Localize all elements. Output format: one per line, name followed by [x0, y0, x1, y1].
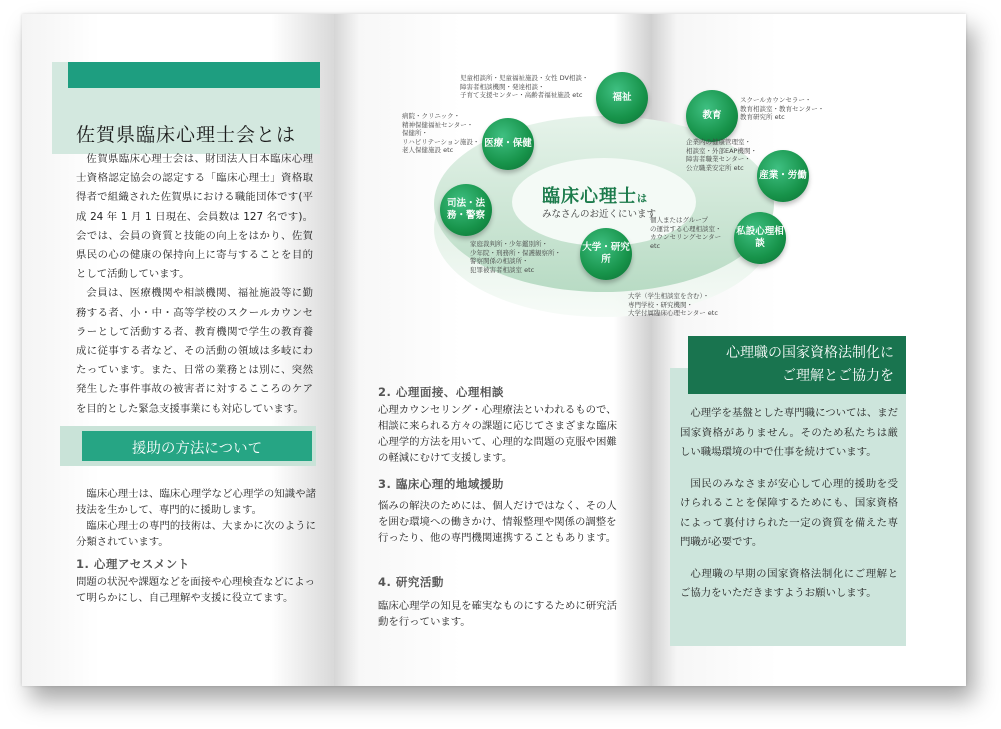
label-shiho: 家庭裁判所・少年鑑別所・ 少年院・刑務所・保護観察所・ 警察関係の相談所・ 犯罪被害者相談室 etc [470, 240, 561, 274]
center-title-suffix: は [637, 194, 648, 205]
label-shishi: 個人またはグループ の運営する心理相談室・ カウンセリングセンター etc [650, 216, 722, 250]
section-2-heading: 2. 心理面接、心理相談 [378, 385, 504, 399]
label-daigaku: 大学（学生相談室を含む）・ 専門学校・研究機関・ 大学付属臨床心理センター etc [628, 292, 718, 317]
subheading-bar [82, 431, 312, 461]
section-4-body: 臨床心理学の知見を確実なものにするために研究活動を行っています。 [378, 600, 617, 628]
brochure [22, 14, 966, 686]
method-intro-2: 臨床心理士の専門的技術は、大まかに次のように分類されています。 [76, 520, 316, 548]
label-sangyo: 企業内の健康管理室・ 相談室・外部EAP機関・ 障害者職業センター・ 公立職業安定所 etc [686, 138, 757, 172]
appeal-paragraph-3: 心理職の早期の国家資格法制化にご理解とご協力をいただきますようお願いします。 [680, 567, 898, 599]
method-intro-1: 臨床心理士は、臨床心理学など心理学の知識や諸技法を生かして、専門的に援助します。 [76, 488, 316, 516]
subheading: 援助の方法について [131, 441, 263, 457]
node-kyoiku: 教育 [686, 90, 738, 142]
center-title-main: 臨床心理士 [542, 186, 637, 207]
diagram-center-sub: みなさんのお近くにいます [542, 209, 657, 220]
appeal-heading-line-1: 心理職の国家資格法制化に [726, 345, 894, 361]
subheading-box [60, 426, 316, 466]
title-accent-bar [68, 62, 320, 88]
intro-text [76, 150, 313, 419]
section-3-heading: 3. 臨床心理的地域援助 [378, 477, 504, 491]
label-iryo: 病院・クリニック・ 精神保健福祉センター・ 保健所・ リハビリテーション施設・ 老人保健施設 etc [402, 112, 480, 154]
section-1-heading: 1. 心理アセスメント [76, 557, 190, 571]
node-shishi: 私設心理相談 [734, 212, 786, 264]
section-3-body: 悩みの解決のためには、個人だけではなく、その人を囲む環境への働きかけ、情報整理や関係の調整を行ったり、他の専門機関連携することもあります。 [378, 500, 617, 544]
intro-paragraph-2: 会員は、医療機関や相談機関、福祉施設等に勤務する者、小・中・高等学校のスクールカウンセラーとして活動する者、教育機関で学生の教育養成に従事する者など、その活動の領域は多岐にわたっています。また、日常の業務とは別に、突然発生した事件事故の被害者に対するこころのケアを目的とした緊急支援事業にも対応しています。 [76, 287, 313, 415]
appeal-paragraph-2: 国民のみなさまが安心して心理的援助を受けられることを保障するためにも、国家資格によって裏付けられた一定の資質を備えた専門職が必要です。 [680, 477, 898, 548]
node-iryo: 医療・保健 [482, 118, 534, 170]
label-fukushi: 児童相談所・児童福祉施設・女性 DV相談・ 障害者相談機関・発達相談・ 子育て支援センター・高齢者福祉施設 etc [460, 74, 589, 99]
node-shiho: 司法・法務・警察 [440, 184, 492, 236]
intro-paragraph-1: 佐賀県臨床心理士会は、財団法人日本臨床心理士資格認定協会の認定する「臨床心理士」資格取得者で組織された佐賀県における職能団体です(平成 24 年 1 月 1 日現在、会員数は 127 名です)。会では、会員の資質と技能の向上をはかり、佐賀県民の心の健康の保持向上に寄与することを目的として活動しています。 [76, 153, 313, 281]
appeal-paragraph-1: 心理学を基盤とした専門職については、まだ国家資格がありません。そのため私たちは厳しい職場環境の中で仕事を続けています。 [680, 407, 898, 458]
page-title: 佐賀県臨床心理士会とは [76, 124, 297, 146]
section-2-body: 心理カウンセリング・心理療法といわれるもので、相談に来られる方々の課題に応じてさまざまな臨床心理学的方法を用いて、心理的な問題の克服や困難の軽減にむけて支援します。 [378, 404, 617, 464]
diagram-center-title [542, 182, 648, 208]
method-intro [76, 486, 316, 550]
appeal-heading-line-2: ご理解とご協力を [782, 368, 894, 384]
node-sangyo: 産業・労働 [757, 150, 809, 202]
node-daigaku: 大学・研究所 [580, 228, 632, 280]
panel-left [22, 14, 334, 686]
node-fukushi: 福祉 [596, 72, 648, 124]
appeal-text [680, 404, 898, 616]
section-4-heading: 4. 研究活動 [378, 575, 444, 589]
title-box [52, 62, 320, 154]
section-1-body: 問題の状況や課題などを面接や心理検査などによって明らかにし、自己理解や支援に役立てます。 [76, 576, 315, 604]
label-kyoiku: スクールカウンセラー・ 教育相談室・教育センター・ 教育研究所 etc [740, 96, 825, 121]
